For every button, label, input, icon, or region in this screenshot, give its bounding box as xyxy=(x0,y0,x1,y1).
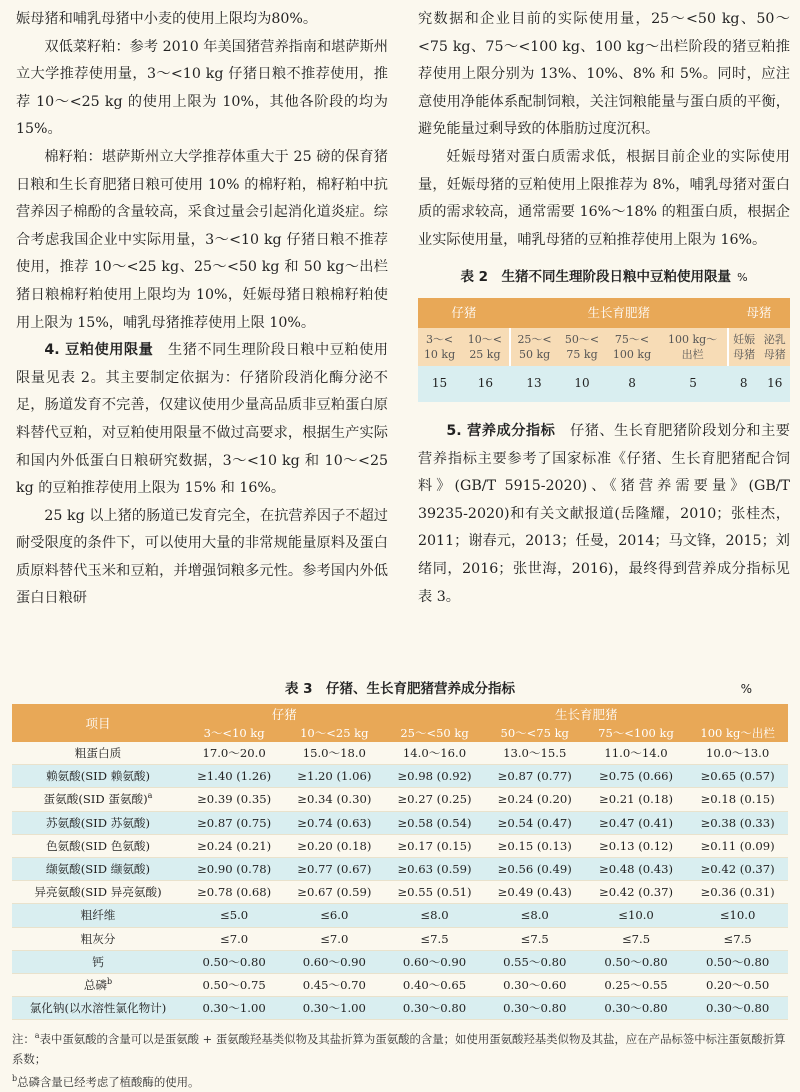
table3-row xyxy=(12,765,788,788)
table2-cell: 16 xyxy=(477,376,494,391)
table3-cell: ≥0.24 (0.21) xyxy=(184,834,284,857)
left-column xyxy=(16,6,388,613)
table3-row-label xyxy=(12,997,184,1020)
table3-group: 仔猪 xyxy=(271,707,297,722)
section-4-heading: 4. 豆粕使用限量 xyxy=(44,342,154,359)
table3-cell: ≥0.58 (0.54) xyxy=(384,811,484,834)
table3-caption-text: 表 3 仔猪、生长育肥猪营养成分指标 xyxy=(284,681,516,697)
table3-row-label-text: 钙 xyxy=(92,954,104,969)
table3-row xyxy=(12,811,788,834)
table3-cell: ≤10.0 xyxy=(687,904,788,927)
table3-cell: ≤10.0 xyxy=(585,904,687,927)
table2-col-header: 75～< 100 kg xyxy=(612,332,652,361)
table3-cell: ≥0.36 (0.31) xyxy=(687,881,788,904)
table3-cell: ≤5.0 xyxy=(184,904,284,927)
table3-cell: ≥0.27 (0.25) xyxy=(384,788,484,811)
table3-row-label-text: 粗纤维 xyxy=(80,908,116,923)
footnote-marker: b xyxy=(12,1074,18,1084)
note-prefix: 注： xyxy=(12,1032,35,1047)
table3-caption xyxy=(12,678,788,700)
table3-cell: 0.50～0.75 xyxy=(184,973,284,996)
table3-cell: ≥0.39 (0.35) xyxy=(184,788,284,811)
table3-row-label-text: 苏氨酸(SID 苏氨酸) xyxy=(45,815,151,830)
table3-row-label-text: 总磷 xyxy=(83,977,108,992)
table3-cell: ≥0.98 (0.92) xyxy=(384,765,484,788)
table3-col-header: 100 kg～出栏 xyxy=(700,726,775,740)
table3-cell: ≥1.20 (1.06) xyxy=(284,765,384,788)
table3-col-header: 10～<25 kg xyxy=(300,726,369,740)
table3-row-label xyxy=(12,834,184,857)
table3-cell: 0.45～0.70 xyxy=(284,973,384,996)
table3-cell: ≥0.90 (0.78) xyxy=(184,857,284,880)
table3-cell: ≤7.5 xyxy=(585,927,687,950)
table3-row-label xyxy=(12,881,184,904)
table3-cell: ≥0.56 (0.49) xyxy=(485,857,585,880)
table3-group: 生长育肥猪 xyxy=(554,707,618,722)
table3-cell: ≤7.0 xyxy=(184,927,284,950)
table2-group-row xyxy=(418,298,790,328)
table3-row-label xyxy=(12,811,184,834)
section-5-text: 仔猪、生长育肥猪阶段划分和主要营养指标主要参考了国家标准《仔猪、生长育肥猪配合饲料》(GB/T 5915-2020)、《猪营养需要量》(GB/T 39235-2020)和有关文献报道(岳隆耀，2010；张桂杰，2011；谢春元，2013；任曼，2014；马文锋，2015；刘绪同，2016；张世海，2016)，最终得到营养成分指标见表 3。 xyxy=(418,422,790,605)
table3-row-label xyxy=(12,742,184,765)
table2-value-row xyxy=(418,366,790,402)
table2-cell: 8 xyxy=(739,376,748,391)
table3-cell: ≥0.38 (0.33) xyxy=(687,811,788,834)
table3-cell: 0.30～1.00 xyxy=(284,997,384,1020)
table3-row xyxy=(12,904,788,927)
table3-cell: ≤6.0 xyxy=(284,904,384,927)
table3-note xyxy=(12,1069,788,1092)
table3-row-label-text: 蛋氨酸(SID 蛋氨酸) xyxy=(43,792,148,807)
note-text: 总磷含量已经考虑了植酸酶的使用。 xyxy=(17,1074,200,1089)
footnote-marker: a xyxy=(34,1031,40,1041)
table3-row xyxy=(12,927,788,950)
table3-block xyxy=(12,678,788,1092)
table3-cell: 0.55～0.80 xyxy=(485,950,585,973)
footnote-marker: b xyxy=(107,977,113,987)
table3-cell: ≥0.21 (0.18) xyxy=(585,788,687,811)
table3-cell: 0.30～0.80 xyxy=(687,997,788,1020)
table3-row-label xyxy=(12,927,184,950)
table3-row-label xyxy=(12,950,184,973)
table3-cell: ≥0.17 (0.15) xyxy=(384,834,484,857)
table3-group-row xyxy=(12,704,788,724)
table2-group: 仔猪 xyxy=(451,305,477,321)
table3-row-label xyxy=(12,904,184,927)
table2-cell: 5 xyxy=(689,376,697,391)
table2-col-header: 妊娠 母猪 xyxy=(728,328,760,366)
table2-cell: 8 xyxy=(628,376,636,391)
paragraph: 究数据和企业目前的实际使用量，25～<50 kg、50～<75 kg、75～<100 kg、100 kg～出栏阶段的猪豆粕推荐使用上限分别为 13%、10%、8% 和 5%。同时，应注意使用净能体系配制饲粮，关注饲粮能量与蛋白质的平衡，避免能量过剩导致的体脂肪过度沉积。 xyxy=(418,11,790,138)
table3-col-header: 3～<10 kg xyxy=(203,726,265,740)
table3-cell: 13.0～15.5 xyxy=(485,742,585,765)
table3-cell: ≥0.87 (0.75) xyxy=(184,811,284,834)
table3-cell: 0.30～0.80 xyxy=(485,997,585,1020)
table3-cell: 0.30～0.80 xyxy=(585,997,687,1020)
table3-cell: ≥0.15 (0.13) xyxy=(485,834,585,857)
table3-row-label xyxy=(12,788,184,811)
table3-cell: ≥0.49 (0.43) xyxy=(485,881,585,904)
paragraph: 娠母猪和哺乳母猪中小麦的使用上限均为80%。 xyxy=(16,11,318,27)
section-5-heading: 5. 营养成分指标 xyxy=(446,422,556,439)
table3-cell: ≥0.13 (0.12) xyxy=(585,834,687,857)
section-4-text: 生猪不同生理阶段日粮中豆粕使用限量见表 2。其主要制定依据为：仔猪阶段消化酶分泌不足，肠道发育不完善，仅建议使用少量高品质非豆粕蛋白原料替代豆粕，对豆粕使用限量不做过高要求，根据生产实际和国内外低蛋白日粮研究数据，3～<10 kg 和 10～<25 kg 的豆粕推荐使用上限为 15% 和 16%。 xyxy=(16,342,388,497)
table3-cell: ≥0.54 (0.47) xyxy=(485,811,585,834)
table3-cell: 15.0～18.0 xyxy=(284,742,384,765)
table2-header-row xyxy=(418,328,790,366)
table2-col-header: 25～< 50 kg xyxy=(510,328,559,366)
table3-notes xyxy=(12,1026,788,1092)
table2-unit: % xyxy=(737,271,748,285)
table2-col-header: 50～< 75 kg xyxy=(564,332,600,361)
table3-cell: 0.50～0.80 xyxy=(184,950,284,973)
table2-cell: 10 xyxy=(574,376,590,391)
table2-caption-text: 表 2 生猪不同生理阶段日粮中豆粕使用限量 xyxy=(460,269,732,286)
table3-col-header: 50～<75 kg xyxy=(500,726,569,740)
table3-cell: ≤7.5 xyxy=(384,927,484,950)
table2-col-header: 泌乳 母猪 xyxy=(763,332,786,361)
table3-cell: ≥0.11 (0.09) xyxy=(687,834,788,857)
table3-cell: 17.0～20.0 xyxy=(184,742,284,765)
table3-row-label-text: 氯化钠(以水溶性氯化物计) xyxy=(29,1001,167,1016)
table3-cell: 0.25～0.55 xyxy=(585,973,687,996)
table3-cell: ≥0.65 (0.57) xyxy=(687,765,788,788)
table3-row xyxy=(12,788,788,811)
table2 xyxy=(418,298,790,402)
section-4-paragraph xyxy=(16,337,388,503)
table3-row-label-text: 粗蛋白质 xyxy=(74,746,122,761)
table3-row xyxy=(12,742,788,765)
table3-cell: ≥0.77 (0.67) xyxy=(284,857,384,880)
table3-cell: ≥0.24 (0.20) xyxy=(485,788,585,811)
table3-cell: 0.50～0.80 xyxy=(585,950,687,973)
table3-row-label-text: 异亮氨酸(SID 异亮氨酸) xyxy=(34,885,162,900)
table3-row xyxy=(12,997,788,1020)
note-text: 表中蛋氨酸的含量可以是蛋氨酸 + 蛋氨酸羟基类似物及其盐折算为蛋氨酸的含量；如使用蛋氨酸羟基类似物及其盐，应在产品标签中标注蛋氨酸折算系数； xyxy=(12,1032,786,1067)
table3 xyxy=(12,704,788,1020)
table3-row xyxy=(12,881,788,904)
table3-cell: 0.30～0.80 xyxy=(384,997,484,1020)
table3-cell: ≥0.78 (0.68) xyxy=(184,881,284,904)
table3-cell: 0.30～1.00 xyxy=(184,997,284,1020)
table2-cell: 15 xyxy=(431,376,448,391)
table3-row xyxy=(12,857,788,880)
table3-cell: 11.0～14.0 xyxy=(585,742,687,765)
table3-cell: 0.30～0.60 xyxy=(485,973,585,996)
footnote-marker: a xyxy=(147,791,153,801)
table3-cell: ≥0.18 (0.15) xyxy=(687,788,788,811)
table3-row-label-text: 色氨酸(SID 色氨酸) xyxy=(45,838,151,853)
table3-col-header: 75～<100 kg xyxy=(598,726,674,740)
table3-cell: 14.0～16.0 xyxy=(384,742,484,765)
table2-col-header: 10～< 25 kg xyxy=(467,332,503,361)
table3-cell: ≥0.75 (0.66) xyxy=(585,765,687,788)
table3-col-header: 25～<50 kg xyxy=(400,726,469,740)
table3-row-label xyxy=(12,857,184,880)
table3-cell: 0.50～0.80 xyxy=(687,950,788,973)
table3-cell: ≥0.42 (0.37) xyxy=(687,857,788,880)
table3-cell: ≥0.20 (0.18) xyxy=(284,834,384,857)
paragraph: 妊娠母猪对蛋白质需求低，根据目前企业的实际使用量，妊娠母猪的豆粕使用上限推荐为 8%，哺乳母猪对蛋白质的需求较高，通常需要 16%～18% 的粗蛋白质，根据企业实际使用量，哺乳母猪的豆粕推荐使用上限为 16%。 xyxy=(418,148,790,248)
table3-cell: ≤8.0 xyxy=(485,904,585,927)
table3-cell: 0.60～0.90 xyxy=(284,950,384,973)
section-5-paragraph xyxy=(418,418,790,611)
table3-cell: ≥1.40 (1.26) xyxy=(184,765,284,788)
table3-row-label-text: 粗灰分 xyxy=(80,931,116,946)
table3-note xyxy=(12,1026,788,1069)
table3-row-label xyxy=(12,973,184,996)
table3-cell: ≤7.0 xyxy=(284,927,384,950)
table3-row xyxy=(12,834,788,857)
table3-cell: ≥0.67 (0.59) xyxy=(284,881,384,904)
table3-cell: 0.20～0.50 xyxy=(687,973,788,996)
table2-cell: 13 xyxy=(526,376,542,391)
table2-group: 母猪 xyxy=(746,305,772,321)
table3-cell: ≥0.55 (0.51) xyxy=(384,881,484,904)
paragraph: 棉籽粕：堪萨斯州立大学推荐体重大于 25 磅的保育猪日粮和生长育肥猪日粮可使用 10% 的棉籽粕，棉籽粕中抗营养因子棉酚的含量较高，采食过量会引起消化道炎症。综合考虑我国企业中实际用量，3～<10 kg 仔猪日粮不推荐使用，推荐 10～<25 kg、25～<50 kg 和 50 kg～出栏猪日粮棉籽粕使用上限均为 10%，妊娠母猪日粮棉籽粕使用上限为 15%，哺乳母猪推荐使用上限 10%。 xyxy=(16,148,388,331)
table3-row-label-text: 缬氨酸(SID 缬氨酸) xyxy=(45,862,151,877)
table3-cell: 0.40～0.65 xyxy=(384,973,484,996)
table3-cell: ≥0.63 (0.59) xyxy=(384,857,484,880)
table3-item-header: 项目 xyxy=(85,716,111,731)
paragraph: 25 kg 以上猪的肠道已发育完全，在抗营养因子不超过耐受限度的条件下，可以使用大量的非常规能量原料及蛋白质原料替代玉米和豆粕，并增强饲粮多元性。参考国内外低蛋白日粮研 xyxy=(16,507,388,607)
table2-col-header: 100 kg～ 出栏 xyxy=(667,332,718,361)
table3-cell: ≤8.0 xyxy=(384,904,484,927)
table3-unit: % xyxy=(740,682,752,696)
table3-cell: ≥0.47 (0.41) xyxy=(585,811,687,834)
table2-col-header: 3～< 10 kg xyxy=(423,332,456,361)
right-column xyxy=(418,6,790,611)
table3-cell: ≥0.48 (0.43) xyxy=(585,857,687,880)
table3-cell: 10.0～13.0 xyxy=(687,742,788,765)
table3-row-label-text: 赖氨酸(SID 赖氨酸) xyxy=(45,769,151,784)
table3-row xyxy=(12,950,788,973)
table3-row xyxy=(12,973,788,996)
table3-cell: ≤7.5 xyxy=(485,927,585,950)
table3-cell: ≥0.34 (0.30) xyxy=(284,788,384,811)
table3-cell: 0.60～0.90 xyxy=(384,950,484,973)
table3-cell: ≤7.5 xyxy=(687,927,788,950)
table2-caption xyxy=(418,264,790,292)
table3-cell: ≥0.74 (0.63) xyxy=(284,811,384,834)
table3-cell: ≥0.87 (0.77) xyxy=(485,765,585,788)
table2-group: 生长育肥猪 xyxy=(587,305,650,321)
table3-cell: ≥0.42 (0.37) xyxy=(585,881,687,904)
paragraph: 双低菜籽粕：参考 2010 年美国猪营养指南和堪萨斯州立大学推荐使用量，3～<10 kg 仔猪日粮不推荐使用，推荐 10～<25 kg 的使用上限为 10%，其他各阶段的均为 15%。 xyxy=(16,38,388,138)
table2-cell: 16 xyxy=(767,376,783,391)
table3-row-label xyxy=(12,765,184,788)
